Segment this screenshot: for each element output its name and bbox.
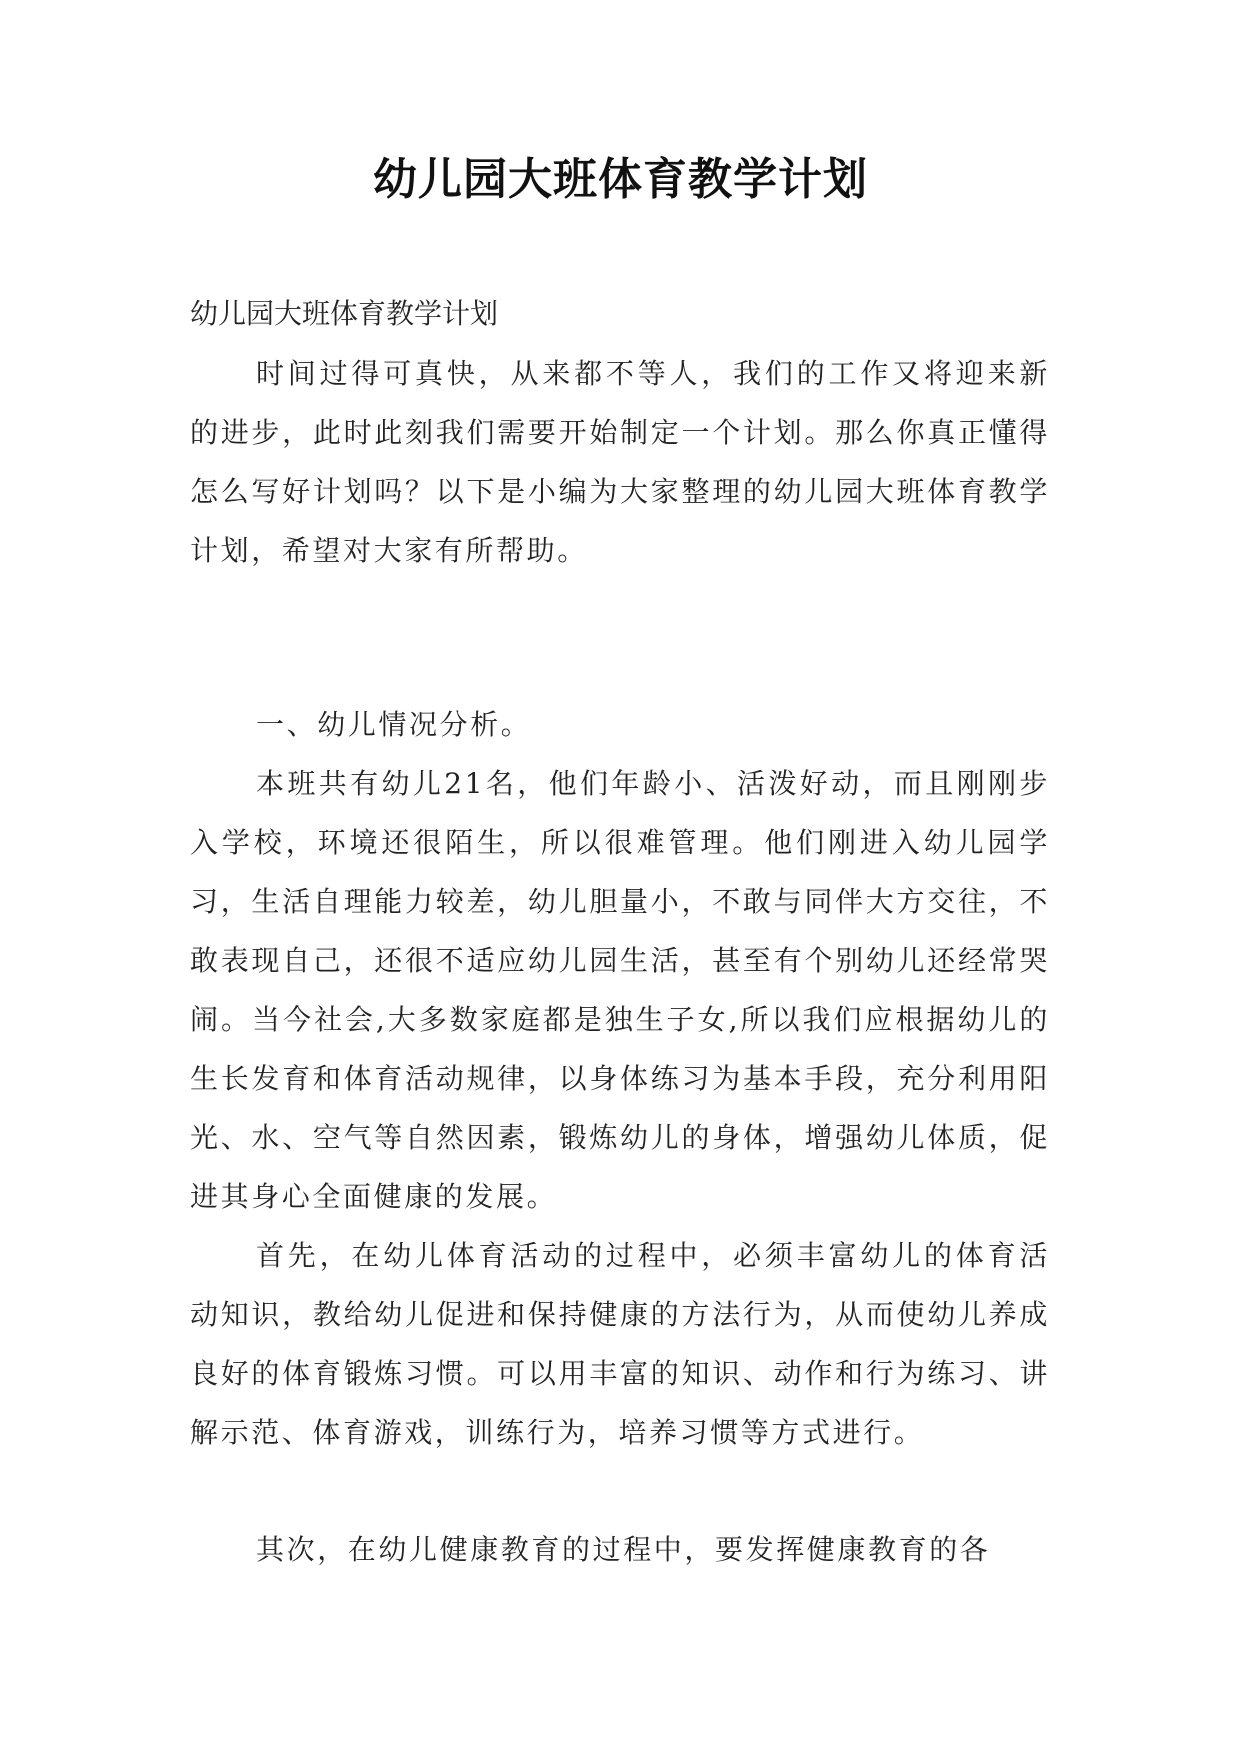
document-subtitle: 幼儿园大班体育教学计划 xyxy=(190,297,499,330)
body-paragraph-1: 本班共有幼儿21名，他们年龄小、活泼好动，而且刚刚步入学校，环境还很陌生，所以很难管理。他们刚进入幼儿园学习，生活自理能力较差，幼儿胆量小，不敢与同伴大方交往，不敢表现自己，还很不适应幼儿园生活，甚至有个别幼儿还经常哭闹。当今社会,大多数家庭都是独生子女,所以我们应根据幼儿的生长发育和体育活动规律，以身体练习为基本手段，充分利用阳光、水、空气等自然因素，锻炼幼儿的身体，增强幼儿体质，促进其身心全面健康的发展。 xyxy=(190,767,1050,1213)
section-heading: 一、幼儿情况分析。 xyxy=(256,708,532,741)
body-paragraph-2: 首先，在幼儿体育活动的过程中，必须丰富幼儿的体育活动知识，教给幼儿促进和保持健康的方法行为，从而使幼儿养成良好的体育锻炼习惯。可以用丰富的知识、动作和行为练习、讲解示范、体育游戏，训练行为，培养习惯等方式进行。 xyxy=(190,1239,1050,1449)
document-title: 幼儿园大班体育教学计划 xyxy=(373,154,868,205)
intro-paragraph: 时间过得可真快，从来都不等人，我们的工作又将迎来新的进步，此时此刻我们需要开始制定一个计划。那么你真正懂得怎么写好计划吗？以下是小编为大家整理的幼儿园大班体育教学计划，希望对大家有所帮助。 xyxy=(190,357,1050,567)
body-paragraph-3: 其次，在幼儿健康教育的过程中，要发挥健康教育的各 xyxy=(256,1533,991,1566)
